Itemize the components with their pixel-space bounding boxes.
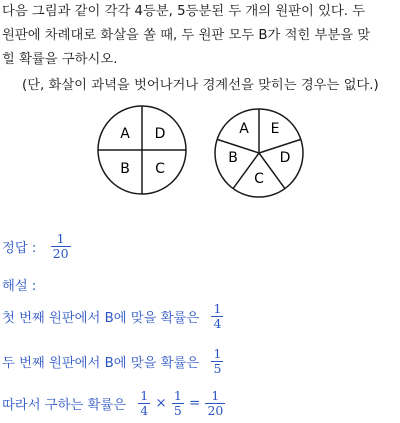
disk2-label-b: B: [228, 150, 238, 166]
disk1-label-d: D: [154, 126, 166, 142]
solution-line-1: [2, 302, 224, 331]
question-line-2: 원판에 차례대로 화살을 쏠 때, 두 원판 모두 B가 적힌 부분을 맞: [2, 28, 371, 43]
question-line-1: 다음 그림과 같이 각각 4등분, 5등분된 두 개의 원판이 있다. 두: [2, 4, 366, 19]
fraction-denominator: 20: [207, 403, 224, 418]
times-sign: ×: [155, 396, 167, 411]
solution-line-3-text: 따라서 구하는 확률은: [2, 398, 127, 413]
question-line-3: 힐 확률을 구하시오.: [2, 52, 118, 67]
question-note: (단, 화살이 과녁을 벗어나거나 경계선을 맞히는 경우는 없다.): [22, 78, 379, 93]
solution-line-2: [2, 347, 224, 376]
disk2-label-c: C: [254, 171, 264, 187]
fraction-denominator: 5: [213, 361, 222, 376]
solution-line-2-fraction: [211, 347, 223, 376]
solution-line-3-fraction-1: [138, 389, 150, 418]
disk-figures: [0, 102, 400, 202]
fraction-numerator: 1: [140, 388, 149, 403]
solution-line-3: [2, 389, 226, 418]
fraction-denominator: 4: [140, 403, 149, 418]
fraction-numerator: 1: [205, 389, 225, 404]
solution-line-2-text: 두 번째 원판에서 B에 맞을 확률은: [2, 356, 200, 371]
answer-label: 정답 :: [2, 241, 37, 256]
solution-line-3-fraction-2: [172, 389, 184, 418]
disk1-label-b: B: [120, 161, 130, 177]
solution-line-1-text: 첫 번째 원판에서 B에 맞을 확률은: [2, 311, 200, 326]
fraction-denominator: 4: [213, 316, 222, 331]
disk-quarters: [98, 106, 186, 194]
answer-denominator: 20: [52, 246, 69, 261]
answer-row: [2, 232, 72, 261]
disk2-label-a: A: [239, 121, 249, 137]
fraction-denominator: 5: [173, 403, 182, 418]
disk1-label-a: A: [120, 126, 130, 142]
solution-line-1-fraction: [211, 302, 223, 331]
disk-fifths: [215, 109, 303, 197]
disk1-label-c: C: [155, 161, 165, 177]
equals-sign: =: [189, 396, 201, 411]
fraction-numerator: 1: [213, 346, 222, 361]
disk2-label-d: D: [279, 150, 291, 166]
disk2-label-e: E: [270, 121, 280, 137]
fraction-numerator: 1: [173, 388, 182, 403]
fraction-numerator: 1: [213, 301, 222, 316]
answer-fraction: [51, 232, 71, 261]
answer-numerator: 1: [51, 232, 71, 247]
solution-line-3-fraction-3: [205, 389, 225, 418]
solution-label: 해설 :: [2, 279, 37, 294]
